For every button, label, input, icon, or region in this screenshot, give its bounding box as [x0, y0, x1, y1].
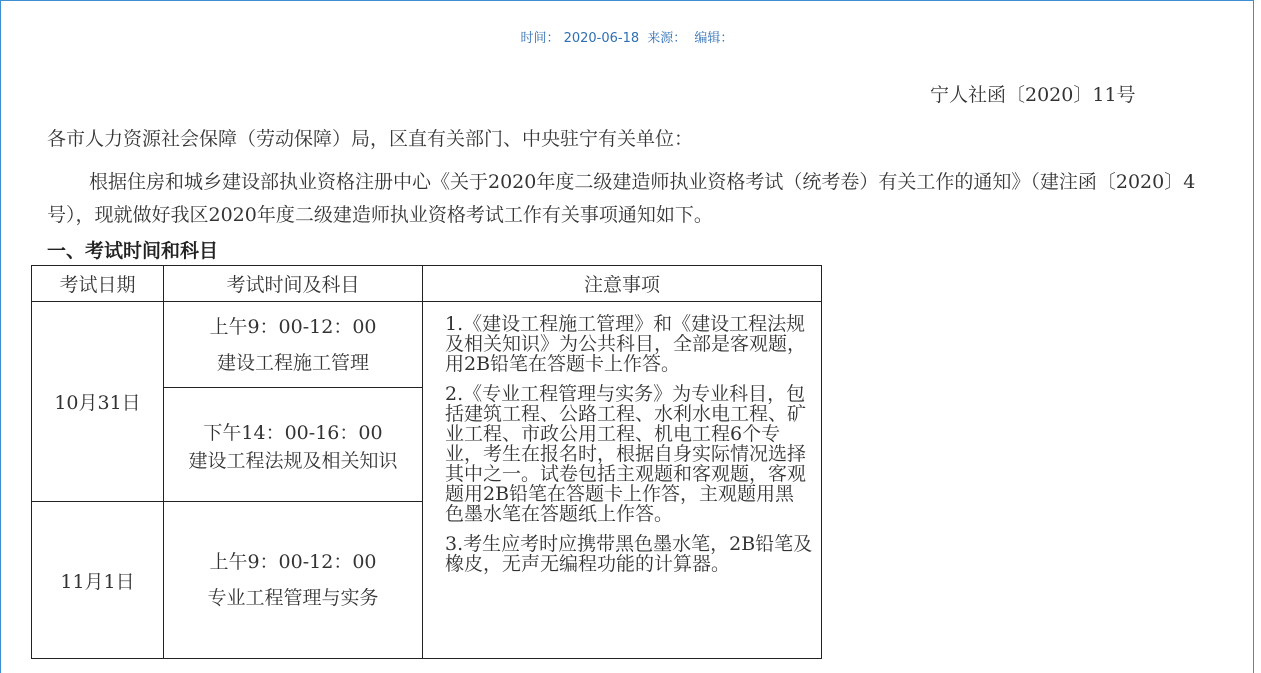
exam-subject: 建设工程法规及相关知识: [188, 449, 398, 472]
source-label: 来源：: [647, 31, 687, 46]
intro-paragraph: 根据住房和城乡建设部执业资格注册中心《关于2020年度二级建造师执业资格考试（统考卷）有关工作的通知》（建注函〔2020〕4号），现就做好我区2020年度二级建造师执业资格考试工作有关事项通知如下。: [47, 171, 1196, 226]
exam-time: 下午14：00-16：00: [203, 421, 383, 444]
note-item: 1.《建设工程施工管理》和《建设工程法规及相关知识》为公共科目，全部是客观题，用2B铅笔在答题卡上作答。: [445, 313, 807, 375]
exam-date: 11月1日: [60, 570, 135, 593]
exam-date-cell: [32, 502, 164, 659]
time-label: 时间：: [520, 31, 560, 46]
time-subject-cell: [164, 302, 423, 388]
exam-subject: 建设工程施工管理: [216, 351, 369, 374]
addressee: 各市人力资源社会保障（劳动保障）局，区直有关部门、中央驻宁有关单位：: [47, 128, 694, 150]
header-notes: 注意事项: [423, 266, 822, 302]
table-row: [32, 302, 822, 388]
section-title: 一、考试时间和科目: [47, 240, 219, 262]
note-item: 2.《专业工程管理与实务》为专业科目，包括建筑工程、公路工程、水利水电工程、矿业工程、市政公用工程、机电工程6个专业，考生在报名时，根据自身实际情况选择其中之一。试卷包括主观题和客观题，客观题用2B铅笔在答题卡上作答，主观题用黑色墨水笔在答题纸上作答。: [445, 383, 807, 525]
note-item: 3.考生应考时应携带黑色墨水笔，2B铅笔及橡皮，无声无编程功能的计算器。: [445, 533, 813, 575]
editor-label: 编辑：: [694, 31, 734, 46]
header-time-subject: 考试时间及科目: [164, 266, 423, 302]
time-subject-cell: [164, 388, 423, 502]
exam-schedule-table: [31, 265, 822, 659]
time-subject-cell: [164, 502, 423, 659]
exam-date-cell: [32, 302, 164, 502]
table-header-row: [32, 266, 822, 302]
header-exam-date: 考试日期: [32, 266, 164, 302]
exam-time: 上午9：00-12：00: [209, 551, 377, 573]
article-meta: [0, 27, 1254, 46]
exam-date: 10月31日: [54, 392, 141, 414]
notes-cell: [423, 302, 822, 659]
publish-date: 2020-06-18: [563, 31, 640, 46]
document-number: 宁人社函〔2020〕11号: [930, 84, 1136, 106]
exam-subject: 专业工程管理与实务: [207, 587, 379, 609]
exam-time: 上午9：00-12：00: [209, 315, 377, 338]
